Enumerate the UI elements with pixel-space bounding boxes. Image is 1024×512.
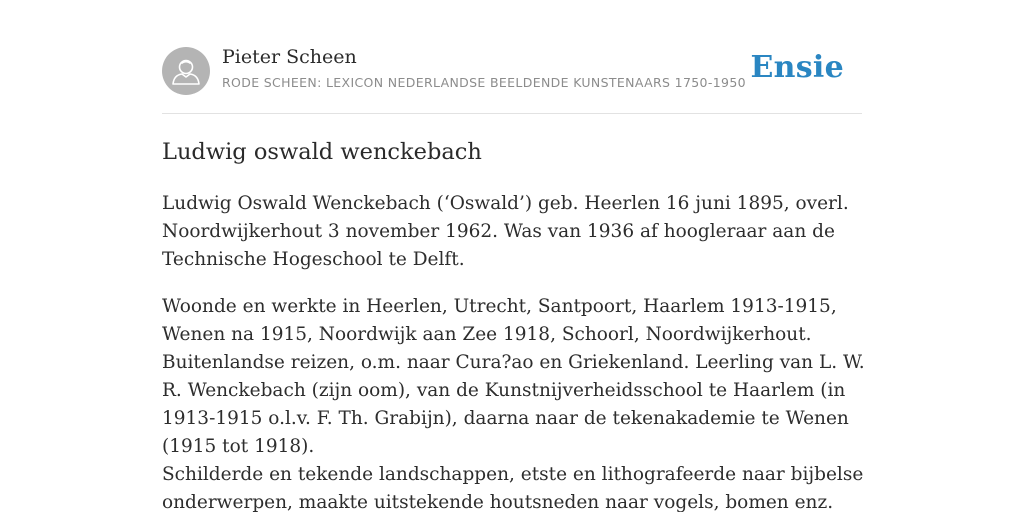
- ensie-logo[interactable]: Ensie: [750, 50, 844, 85]
- article-paragraph-1: Ludwig Oswald Wenckebach (‘Oswald’) geb. Heerlen 16 juni 1895, overl. Noordwijkerhout 3 november 1962. Was van 1936 af hoogleraar aan de Technische Hogeschool te Delft.: [162, 193, 849, 270]
- author-name[interactable]: Pieter Scheen: [222, 46, 357, 68]
- article-paragraph-3: Schilderde en tekende landschappen, etste en lithografeerde naar bijbelse onderwerpen, maakte uitstekende houtsneden naar vogels, bomen enz.: [162, 464, 864, 512]
- user-icon: [162, 47, 210, 95]
- article-header: [162, 0, 862, 114]
- article-paragraph-2: Woonde en werkte in Heerlen, Utrecht, Santpoort, Haarlem 1913-1915, Wenen na 1915, Noordwijk aan Zee 1918, Schoorl, Noordwijkerhout. Buitenlandse reizen, o.m. naar Cura?ao en Griekenland. Leerling van L. W. R. Wenckebach (zijn oom), van de Kunstnijverheidsschool te Haarlem (in 1913-1915 o.l.v. F. Th. Grabijn), daarna naar de tekenakademie te Wenen (1915 tot 1918).: [162, 296, 865, 457]
- source-title[interactable]: RODE SCHEEN: LEXICON NEDERLANDSE BEELDENDE KUNSTENAARS 1750-1950: [222, 75, 746, 90]
- article-title: Ludwig oswald wenckebach: [162, 139, 482, 165]
- page-container: [162, 0, 865, 512]
- author-avatar[interactable]: [162, 47, 210, 95]
